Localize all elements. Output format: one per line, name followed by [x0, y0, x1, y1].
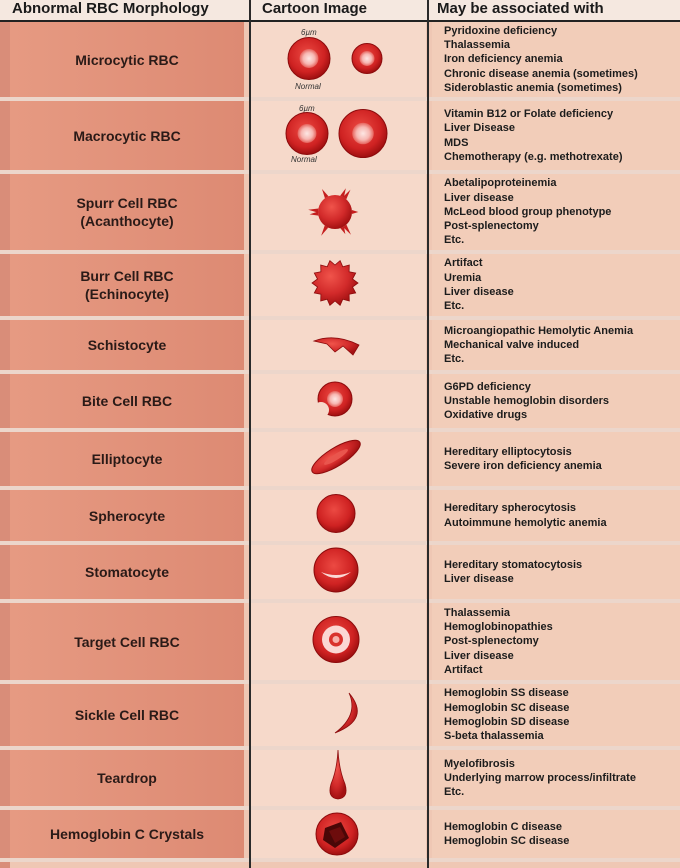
cartoon-cell — [251, 684, 426, 746]
bite-cell-icon — [251, 374, 426, 428]
macrocytic-cell-icon — [251, 101, 426, 170]
associations-cell — [432, 810, 680, 858]
morphology-cell — [10, 750, 244, 806]
table-row — [0, 432, 680, 490]
header-associations: May be associated with — [437, 0, 604, 17]
associations-cell — [432, 545, 680, 599]
size-label: 6µm — [299, 104, 315, 113]
associations-cell — [432, 22, 680, 97]
association-item: Hereditary stomatocytosis — [444, 558, 583, 571]
schistocyte-shape — [314, 338, 359, 355]
morphology-cell — [10, 810, 244, 858]
morphology-cell — [10, 432, 244, 486]
association-item: Unstable hemoglobin disorders — [444, 394, 610, 407]
morphology-name: Spherocyte — [88, 507, 166, 524]
cartoon-cell — [251, 545, 426, 599]
morphology-name: Spurr Cell RBC (Acanthocyte) — [76, 195, 178, 229]
table-row — [0, 320, 680, 374]
association-item: Post-splenectomy — [444, 635, 539, 648]
size-label: 6µm — [301, 28, 317, 37]
morphology-cell — [10, 22, 244, 97]
echinocyte-icon — [251, 254, 426, 316]
spherocyte-icon — [251, 490, 426, 541]
associations-cell — [432, 432, 680, 486]
schistocyte-icon — [251, 320, 426, 370]
association-item: Etc. — [444, 300, 465, 313]
acanthocyte-icon — [251, 174, 426, 250]
associations-cell — [432, 374, 680, 428]
associations-cell — [432, 320, 680, 370]
teardrop-cell-shape — [330, 750, 346, 799]
row-separator — [0, 858, 680, 862]
association-item: Iron deficiency anemia — [444, 53, 563, 66]
association-item: Hereditary elliptocytosis — [444, 445, 572, 458]
morphology-cell — [10, 101, 244, 170]
cartoon-cell — [251, 174, 426, 250]
morphology-cell — [10, 174, 244, 250]
association-item: Chemotherapy (e.g. methotrexate) — [444, 150, 623, 163]
association-item: Artifact — [444, 257, 483, 270]
table-header — [0, 0, 680, 22]
morphology-name: Bite Cell RBC — [81, 393, 173, 409]
cartoon-cell — [251, 320, 426, 370]
association-item: Hemoglobin SC disease — [444, 835, 570, 847]
normal-label: Normal — [295, 82, 321, 91]
stomatocyte-shape — [314, 548, 358, 592]
morphology-name: Teardrop — [97, 770, 157, 786]
cartoon-cell — [251, 22, 426, 97]
association-item: Hemoglobinopathies — [444, 621, 553, 634]
association-item: Abetalipoproteinemia — [444, 177, 557, 190]
normal-cell-shape — [288, 38, 330, 80]
acanthocyte-shape — [308, 188, 358, 235]
morphology-cell — [10, 490, 244, 541]
association-item: Liver disease — [444, 649, 514, 662]
morphology-name: Stomatocyte — [84, 564, 170, 580]
association-item: Liver disease — [444, 573, 514, 585]
association-item: Etc. — [444, 353, 465, 366]
association-item: Hemoglobin SS disease — [444, 687, 569, 700]
header-morphology: Abnormal RBC Morphology — [12, 0, 209, 17]
associations-cell — [432, 684, 680, 746]
table-row — [0, 684, 680, 750]
associations-cell — [432, 490, 680, 541]
cartoon-cell — [251, 490, 426, 541]
morphology-cell — [10, 254, 244, 316]
association-item: G6PD deficiency — [444, 380, 531, 393]
morphology-name: Sickle Cell RBC — [74, 707, 180, 723]
cartoon-cell — [251, 101, 426, 170]
morphology-cell — [10, 545, 244, 599]
hemoglobin-c-crystal-shape — [316, 813, 358, 855]
cartoon-cell — [251, 254, 426, 316]
table-row — [0, 603, 680, 684]
normal-cell-shape — [286, 113, 328, 155]
hemoglobin-c-crystal-icon — [251, 810, 426, 858]
elliptocyte-shape — [307, 435, 364, 480]
target-cell-shape — [313, 617, 359, 663]
morphology-cell — [10, 374, 244, 428]
association-item: Liver Disease — [444, 122, 515, 135]
table-row — [0, 490, 680, 545]
association-item: Chronic disease anemia (sometimes) — [444, 67, 638, 80]
morphology-cell — [10, 320, 244, 370]
teardrop-cell-icon — [251, 750, 426, 806]
echinocyte-shape — [312, 261, 358, 306]
microcytic-cell-shape — [352, 44, 382, 74]
morphology-name: Macrocytic RBC — [73, 127, 181, 144]
sickle-cell-icon — [251, 684, 426, 746]
column-divider-2 — [427, 0, 429, 868]
cartoon-cell — [251, 603, 426, 680]
cartoon-cell — [251, 810, 426, 858]
morphology-name: Elliptocyte — [91, 451, 163, 467]
association-item: Uremia — [444, 271, 482, 284]
cartoon-cell — [251, 432, 426, 486]
association-item: Sideroblastic anemia (sometimes) — [444, 81, 622, 94]
associations-cell — [432, 174, 680, 250]
association-item: Underlying marrow process/infiltrate — [444, 771, 636, 784]
association-item: Thalassemia — [444, 39, 511, 52]
morphology-name: Target Cell RBC — [74, 633, 180, 650]
column-divider-1 — [249, 0, 251, 868]
associations-cell — [432, 603, 680, 680]
table-row — [0, 750, 680, 810]
morphology-name: Schistocyte — [87, 337, 167, 353]
association-item: Etc. — [444, 234, 465, 247]
macrocytic-cell-shape — [339, 110, 387, 158]
association-item: Thalassemia — [444, 606, 511, 619]
association-item: Pyridoxine deficiency — [444, 24, 558, 37]
association-item: Hemoglobin C disease — [444, 820, 562, 833]
target-cell-icon — [251, 603, 426, 680]
normal-label: Normal — [291, 155, 317, 164]
association-item: Microangiopathic Hemolytic Anemia — [444, 324, 634, 337]
table-row — [0, 810, 680, 862]
association-item: S-beta thalassemia — [444, 730, 544, 743]
stomatocyte-icon — [251, 545, 426, 599]
association-item: Severe iron deficiency anemia — [444, 460, 602, 472]
association-item: Oxidative drugs — [444, 409, 528, 422]
morphology-cell — [10, 684, 244, 746]
cartoon-cell — [251, 374, 426, 428]
microcytic-cell-icon — [251, 22, 426, 97]
morphology-name: Hemoglobin C Crystals — [49, 826, 205, 842]
associations-cell — [432, 254, 680, 316]
association-item: Liver disease — [444, 286, 514, 298]
morphology-cell — [10, 603, 244, 680]
association-item: Vitamin B12 or Folate deficiency — [444, 107, 614, 120]
cartoon-cell — [251, 750, 426, 806]
association-item: Artifact — [444, 663, 483, 676]
table-row — [0, 545, 680, 603]
association-item: Hemoglobin SD disease — [444, 716, 570, 728]
morphology-name: Burr Cell RBC (Echinocyte) — [80, 268, 174, 302]
spherocyte-shape — [317, 495, 355, 533]
association-item: McLeod blood group phenotype — [444, 205, 612, 218]
morphology-name: Microcytic RBC — [75, 51, 179, 68]
associations-cell — [432, 101, 680, 170]
association-item: Hemoglobin SC disease — [444, 701, 570, 714]
association-item: Etc. — [444, 786, 465, 799]
elliptocyte-icon — [251, 432, 426, 486]
association-item: Liver disease — [444, 191, 514, 204]
header-cartoon-image: Cartoon Image — [262, 0, 368, 17]
bite-cell-shape — [313, 382, 352, 418]
table-row — [0, 254, 680, 320]
association-item: MDS — [444, 136, 469, 149]
association-item: Mechanical valve induced — [444, 338, 580, 351]
associations-cell — [432, 750, 680, 806]
sickle-cell-shape — [335, 693, 357, 733]
table-row — [0, 174, 680, 254]
table-row — [0, 101, 680, 174]
table-row — [0, 22, 680, 101]
association-item: Hereditary spherocytosis — [444, 502, 577, 515]
association-item: Myelofibrosis — [444, 757, 515, 770]
table-row — [0, 374, 680, 432]
association-item: Post-splenectomy — [444, 220, 539, 233]
association-item: Autoimmune hemolytic anemia — [444, 516, 607, 529]
